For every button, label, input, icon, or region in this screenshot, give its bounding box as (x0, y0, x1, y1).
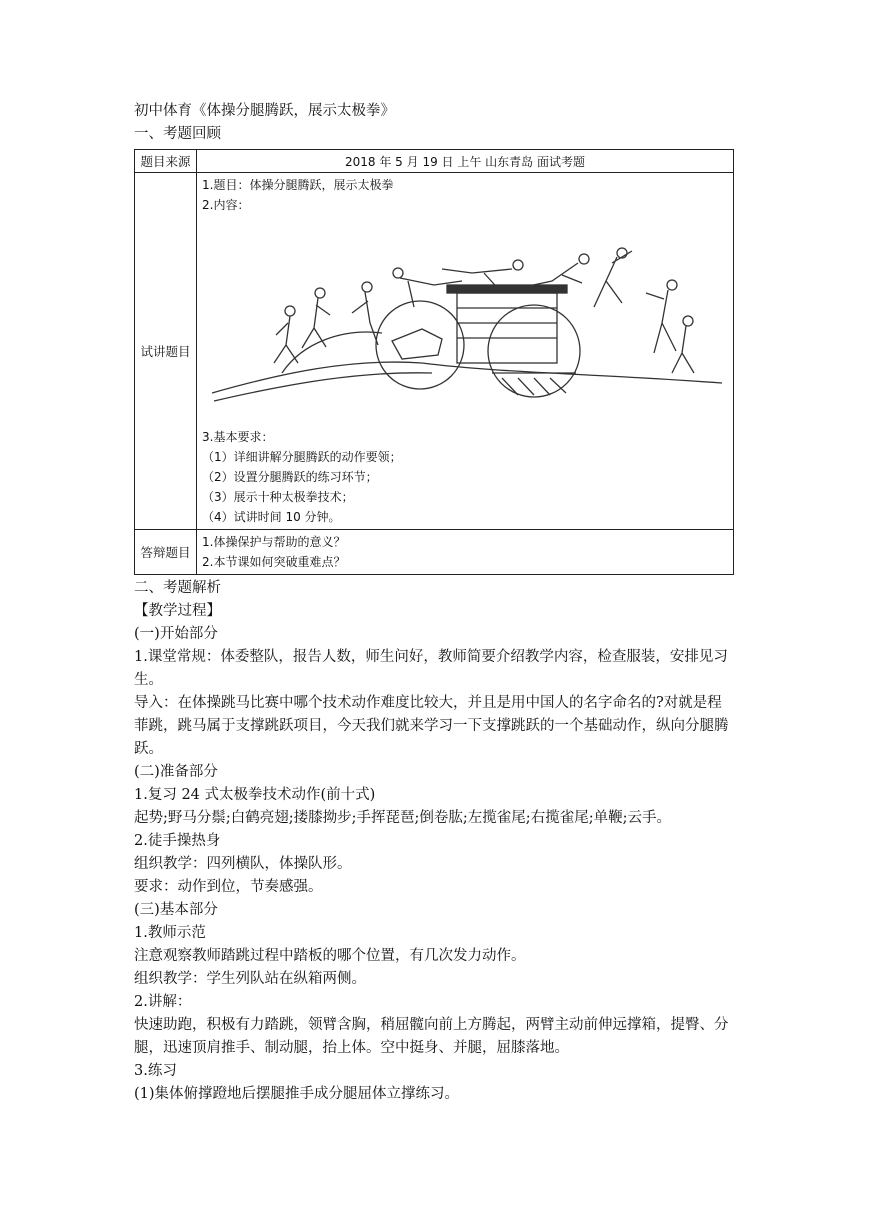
requirements-title: 3.基本要求： (202, 430, 274, 444)
paragraph: 2.徒手操热身 (134, 833, 221, 849)
defense-label: 答辩题目 (135, 530, 197, 575)
paragraph: 快速助跑，积极有力踏跳，领臂含胸，稍屈髋向前上方腾起，两臂主动前伸远撑箱，提臀、分腿，迅速顶肩推手、制动腿，抬上体。空中挺身、并腿，屈膝落地。 (134, 1017, 729, 1056)
paragraph: 1.课堂常规：体委整队，报告人数，师生问好，教师简要介绍教学内容，检查服装，安排见习生。 (134, 649, 728, 688)
section-heading-review: 一、考题回顾 (134, 126, 221, 142)
vault-illustration (202, 223, 728, 423)
table-row (135, 173, 734, 530)
paragraph: 组织教学：四列横队，体操队形。 (134, 856, 352, 872)
exam-info-table (134, 149, 734, 575)
requirement-item: （4）试讲时间 10 分钟。 (202, 510, 341, 524)
part-heading: (二)准备部分 (134, 764, 218, 780)
lecture-content-label: 2.内容： (202, 198, 250, 212)
paragraph: 3.练习 (134, 1063, 177, 1079)
document-page (134, 100, 734, 1106)
lecture-cell (197, 173, 734, 530)
table-row (135, 530, 734, 575)
paragraph: (1)集体俯撑蹬地后摆腿推手成分腿屈体立撑练习。 (134, 1086, 460, 1102)
paragraph: 要求：动作到位，节奏感强。 (134, 879, 323, 895)
part-heading: (三)基本部分 (134, 902, 218, 918)
requirement-item: （1）详细讲解分腿腾跃的动作要领； (202, 450, 402, 464)
defense-question: 2.本节课如何突破重难点？ (202, 555, 346, 569)
paragraph: 组织教学：学生列队站在纵箱两侧。 (134, 971, 366, 987)
paragraph: 1.教师示范 (134, 925, 206, 941)
source-label: 题目来源 (135, 150, 197, 173)
paragraph: 导入：在体操跳马比赛中哪个技术动作难度比较大，并且是用中国人的名字命名的?对就是程菲跳，跳马属于支撑跳跃项目，今天我们就来学习一下支撑跳跃的一个基础动作，纵向分腿腾跃。 (134, 695, 729, 757)
lecture-topic: 1.题目：体操分腿腾跃，展示太极拳 (202, 178, 394, 192)
paragraph: 1.复习 24 式太极拳技术动作(前十式) (134, 787, 376, 803)
defense-cell (197, 530, 734, 575)
paragraph: 起势;野马分鬃;白鹤亮翅;搂膝拗步;手挥琵琶;倒卷肱;左揽雀尾;右揽雀尾;单鞭;云手。 (134, 810, 671, 826)
document-title: 初中体育《体操分腿腾跃，展示太极拳》 (134, 103, 395, 119)
requirement-item: （3）展示十种太极拳技术； (202, 490, 354, 504)
section-heading-analysis: 二、考题解析 (134, 580, 221, 596)
paragraph: 注意观察教师踏跳过程中踏板的哪个位置，有几次发力动作。 (134, 948, 526, 964)
paragraph: 2.讲解： (134, 994, 192, 1010)
source-value: 2018 年 5 月 19 日 上午 山东青岛 面试考题 (197, 150, 734, 173)
lecture-label: 试讲题目 (135, 173, 197, 530)
defense-question: 1.体操保护与帮助的意义？ (202, 535, 346, 549)
teaching-process-heading: 【教学过程】 (134, 603, 221, 619)
table-row (135, 150, 734, 173)
part-heading: (一)开始部分 (134, 626, 218, 642)
requirement-item: （2）设置分腿腾跃的练习环节； (202, 470, 378, 484)
